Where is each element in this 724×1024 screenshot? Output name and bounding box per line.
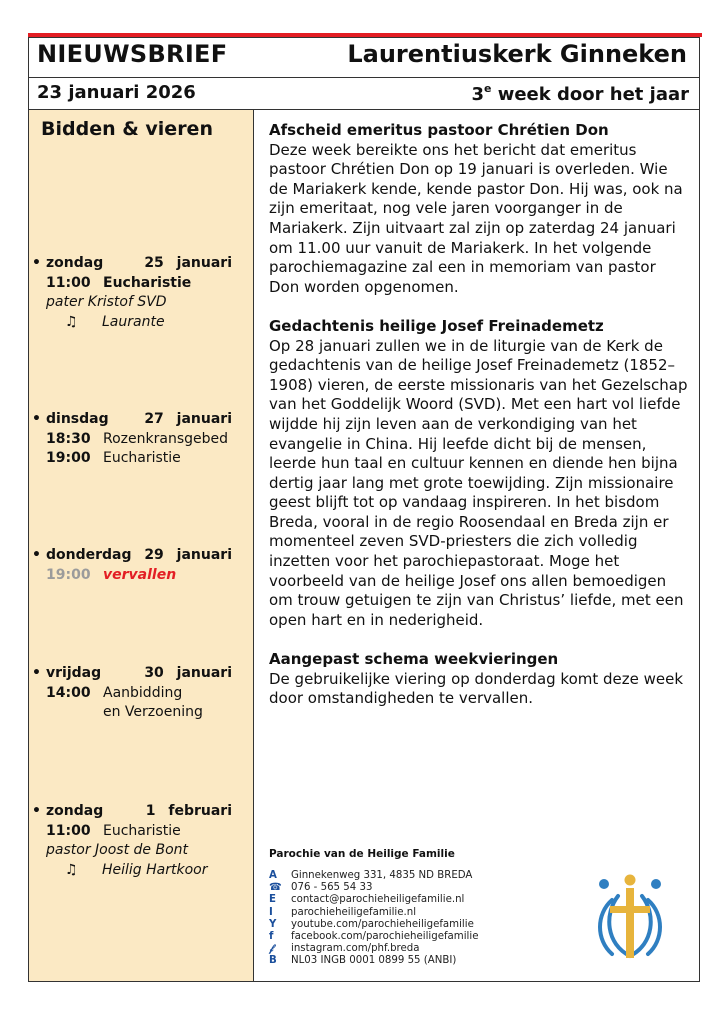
event-description: Aanbidding bbox=[103, 684, 183, 701]
event-description: Eucharistie bbox=[103, 822, 181, 839]
week-label: week door het jaar bbox=[491, 84, 689, 105]
article-title: Aangepast schema weekvieringen bbox=[269, 650, 559, 669]
event-description: Rozenkransgebed bbox=[103, 430, 228, 447]
event-day: dinsdag bbox=[46, 411, 109, 427]
contact-value: Ginnekenweg 331, 4835 ND BREDA bbox=[291, 870, 473, 881]
liturgical-week bbox=[471, 82, 689, 105]
event-time: 19:00 bbox=[46, 566, 91, 583]
event-description: Eucharistie bbox=[103, 450, 181, 466]
event-item bbox=[29, 410, 254, 469]
contact-instagram bbox=[269, 943, 569, 955]
contact-facebook bbox=[269, 931, 569, 943]
music-note-icon: ♫ bbox=[65, 313, 78, 330]
event-item bbox=[29, 254, 254, 332]
contact-youtube bbox=[269, 919, 569, 931]
event-date: 30 januari bbox=[144, 665, 232, 681]
bank-icon: B bbox=[269, 955, 277, 967]
week-number: 3 bbox=[471, 84, 484, 105]
contact-value[interactable]: facebook.com/parochieheiligefamilie bbox=[291, 930, 479, 942]
address-icon: A bbox=[269, 870, 277, 881]
website-icon: I bbox=[269, 906, 273, 918]
header-row bbox=[29, 38, 699, 78]
event-time: 19:00 bbox=[46, 450, 91, 466]
event-description: en Verzoening bbox=[103, 704, 203, 720]
event-celebrant: pastor Joost de Bont bbox=[46, 842, 188, 858]
cancelled-status: vervallen bbox=[103, 566, 177, 583]
event-celebrant: pater Kristof SVD bbox=[46, 294, 167, 310]
event-date: 29 januari bbox=[144, 547, 232, 563]
event-item bbox=[29, 664, 254, 723]
phone-icon: ☎ bbox=[269, 882, 282, 894]
event-day: zondag bbox=[46, 255, 104, 271]
facebook-icon: f bbox=[269, 930, 274, 942]
logo-cross-vertical bbox=[626, 888, 634, 958]
event-date: 25 januari bbox=[144, 255, 232, 271]
issue-date: 23 januari 2026 bbox=[37, 82, 196, 103]
email-icon: E bbox=[269, 894, 276, 906]
week-ordinal: e bbox=[483, 82, 492, 95]
contact-email bbox=[269, 894, 569, 906]
music-note-icon: ♫ bbox=[65, 861, 78, 878]
contact-value[interactable]: youtube.com/parochieheiligefamilie bbox=[291, 918, 474, 930]
logo-head-right bbox=[651, 879, 661, 889]
newsletter-title: NIEUWSBRIEF bbox=[37, 40, 228, 68]
youtube-icon: Y bbox=[269, 918, 277, 930]
contact-address bbox=[269, 870, 569, 882]
logo-head-center bbox=[625, 875, 636, 886]
event-time: 11:00 bbox=[46, 822, 91, 839]
article-body: De gebruikelijke viering op donderdag komt deze week door omstandigheden te vervallen. bbox=[269, 669, 684, 708]
event-music: Laurante bbox=[102, 313, 165, 330]
event-description: Eucharistie bbox=[103, 274, 192, 291]
contact-bank bbox=[269, 955, 569, 967]
event-time: 18:30 bbox=[46, 430, 91, 447]
bullet: • bbox=[32, 803, 41, 819]
church-name: Laurentiuskerk Ginneken bbox=[347, 40, 687, 68]
bullet: • bbox=[32, 411, 41, 427]
article-body: Op 28 januari zullen we in de liturgie van de Kerk de gedachtenis van de heilige Josef Freinademetz (1852–1908) vieren, de eerste missionaris van het Gezelschap van het Goddelijk Woord (SVD). Met een hart vol liefde wijdde hij zijn leven aan de verkondiging van het evangelie in China. Hij leefde dicht bij de mensen, leerde hun taal en cultuur kennen en diende hen bijna dertig jaar lang met grote toewijding. Zijn missionaire geest blijft tot op vandaag inspireren. In het bisdom Breda, vooral in de regio Roosendaal en Breda zijn er momenteel zeven SVD-priesters die zich volledig inzetten voor het parochiepastoraat. Moge het voorbeeld van de heilige Josef ons allen bemoedigen om trouw getuigen te zijn van Christus’ liefde, met een open hart en in nederigheid. bbox=[269, 336, 688, 629]
logo-cross-horizontal bbox=[610, 906, 650, 913]
articles-column bbox=[269, 121, 689, 728]
bullet: • bbox=[32, 547, 41, 563]
instagram-icon: 𝒻 bbox=[269, 943, 274, 955]
contact-value[interactable]: parochieheiligefamilie.nl bbox=[291, 906, 417, 918]
sidebar-title: Bidden & vieren bbox=[41, 118, 213, 140]
parish-name: Parochie van de Heilige Familie bbox=[269, 848, 455, 860]
contact-phone bbox=[269, 882, 569, 894]
contact-website bbox=[269, 907, 569, 919]
contact-value[interactable]: contact@parochieheiligefamilie.nl bbox=[291, 894, 465, 906]
contact-value: NL03 INGB 0001 0899 55 (ANBI) bbox=[291, 955, 457, 967]
event-music: Heilig Hartkoor bbox=[102, 861, 208, 878]
article-title: Afscheid emeritus pastoor Chrétien Don bbox=[269, 121, 609, 139]
event-time: 11:00 bbox=[46, 274, 91, 291]
parish-contact-block bbox=[269, 848, 569, 968]
article-body: Deze week bereikte ons het bericht dat emeritus pastoor Chrétien Don op 19 januari is overleden. Wie de Mariakerk kende, kende pastor Don. Hij was, ook na zijn emeritaat, nog vele jaren voorganger in de Mariakerk. Zijn uitvaart zal zijn op zaterdag 24 januari om 11.00 uur vanuit de Mariakerk. In het volgende parochiemagazine zal een in memoriam van pastor Don worden opgenomen. bbox=[269, 140, 683, 296]
event-item bbox=[29, 546, 254, 585]
event-date: 1 februari bbox=[145, 803, 232, 819]
event-date: 27 januari bbox=[144, 411, 232, 427]
event-time: 14:00 bbox=[46, 684, 91, 701]
contact-value: 076 - 565 54 33 bbox=[291, 882, 373, 894]
bullet: • bbox=[32, 665, 41, 681]
event-item bbox=[29, 802, 254, 880]
event-day: zondag bbox=[46, 803, 104, 819]
event-day: vrijdag bbox=[46, 665, 102, 681]
bullet: • bbox=[32, 255, 41, 271]
event-day: donderdag bbox=[46, 547, 132, 563]
logo-head-left bbox=[599, 879, 609, 889]
subheader-row bbox=[29, 78, 699, 110]
parish-logo-icon bbox=[590, 866, 670, 962]
article-title: Gedachtenis heilige Josef Freinademetz bbox=[269, 316, 604, 335]
schedule-sidebar bbox=[29, 110, 254, 981]
contact-value[interactable]: instagram.com/phf.breda bbox=[291, 943, 420, 955]
